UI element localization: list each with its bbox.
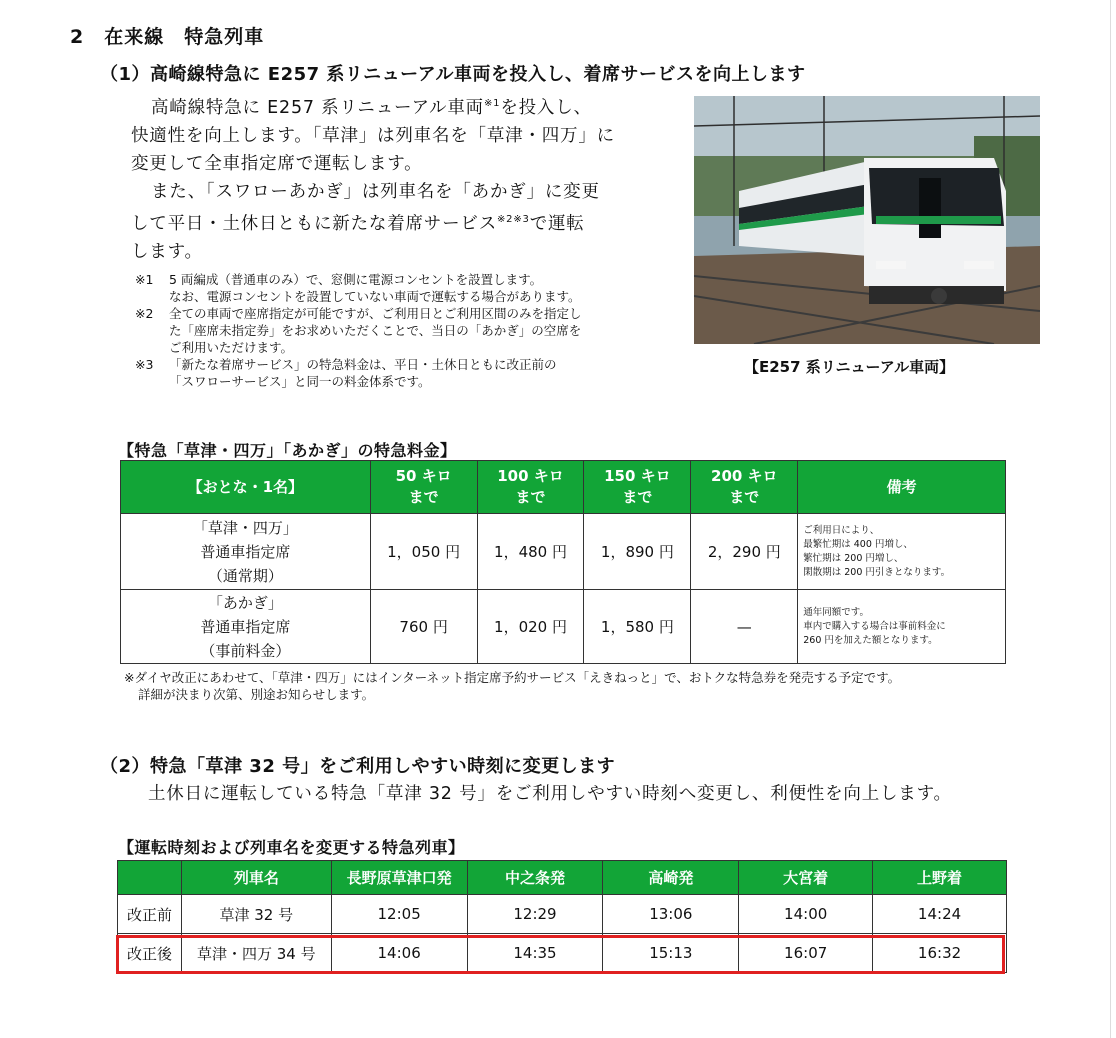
header-remarks: 備考	[798, 461, 1006, 514]
time-cell: 16:32	[873, 934, 1007, 973]
table-row	[121, 590, 1006, 664]
remarks-cell: ご利用日により、 最繁忙期は 400 円増し、 繁忙期は 200 円増し、 閑散期は 200 円引きとなります。	[798, 514, 1006, 590]
subsection-1-title: （1）高崎線特急に E257 系リニューアル車両を投入し、着席サービスを向上します	[100, 64, 806, 85]
header-takasaki: 高崎発	[603, 861, 739, 895]
header-200km: 200 キロ まで	[691, 461, 798, 514]
fare-cell: 760 円	[370, 590, 477, 664]
train-photo	[694, 96, 1040, 344]
header-100km: 100 キロ まで	[477, 461, 584, 514]
table-row	[121, 514, 1006, 590]
table-row	[118, 934, 1007, 973]
photo-caption: 【E257 系リニューアル車両】	[744, 358, 955, 376]
time-cell: 14:35	[467, 934, 603, 973]
time-cell: 12:29	[467, 895, 603, 934]
header-50km: 50 キロ まで	[370, 461, 477, 514]
remarks-cell: 通年同額です。 車内で購入する場合は事前料金に 260 円を加えた額となります。	[798, 590, 1006, 664]
fare-cell: 1，890 円	[584, 514, 691, 590]
fare-cell: 1，480 円	[477, 514, 584, 590]
time-cell: 14:06	[331, 934, 467, 973]
fare-cell: 1，020 円	[477, 590, 584, 664]
header-150km: 150 キロ まで	[584, 461, 691, 514]
note-2: ※2 全ての車両で座席指定が可能ですが、ご利用日とご利用区間のみを指定し	[135, 306, 582, 321]
subsection-2-body: 土休日に運転している特急「草津 32 号」をご利用しやすい時刻へ変更し、利便性を向上します。	[148, 784, 952, 804]
header-train-name: 列車名	[181, 861, 331, 895]
fare-table-title: 【特急「草津・四万」「あかぎ」の特急料金】	[118, 441, 457, 460]
fare-table-header-row	[121, 461, 1006, 514]
table-row	[118, 895, 1007, 934]
header-omiya: 大宮着	[739, 861, 873, 895]
schedule-header-row	[118, 861, 1007, 895]
schedule-table-title: 【運転時刻および列車名を変更する特急列車】	[118, 838, 465, 857]
time-cell: 12:05	[331, 895, 467, 934]
time-cell: 13:06	[603, 895, 739, 934]
header-ueno: 上野着	[873, 861, 1007, 895]
subsection-2-title: （2）特急「草津 32 号」をご利用しやすい時刻に変更します	[100, 756, 616, 777]
fare-cell: 1，580 円	[584, 590, 691, 664]
header-category: 【おとな・1名】	[121, 461, 371, 514]
header-naganohara: 長野原草津口発	[331, 861, 467, 895]
subsection-1-body: 高崎線特急に E257 系リニューアル車両$^{※1}$を投入し、 快適性を向上します。「草津」は列車名を「草津・四万」に 変更して全車指定席で運転します。 また、「スワローあかぎ」は列車名を「あかぎ」に変更 して平日・土休日ともに新たな着席サービス$^{※2※3}$で運転 します。	[131, 97, 615, 262]
fare-footnote: ※ダイヤ改正にあわせて、「草津・四万」にはインターネット指定席予約サービス「えきねっと」で、おトクな特急券を発売する予定です。 詳細が決まり次第、別途お知らせします。	[124, 670, 901, 702]
row-name: 「草津・四万」 普通車指定席 （通常期）	[121, 514, 371, 590]
note-3: ※3 「新たな着席サービス」の特急料金は、平日・土休日ともに改正前の	[135, 357, 557, 372]
header-nakanojo: 中之条発	[467, 861, 603, 895]
train-name-cell: 草津・四万 34 号	[181, 934, 331, 973]
fare-cell: —	[691, 590, 798, 664]
row-name: 「あかぎ」 普通車指定席 （事前料金）	[121, 590, 371, 664]
time-cell: 16:07	[739, 934, 873, 973]
note-1: ※1 5 両編成（普通車のみ）で、窓側に電源コンセントを設置します。	[135, 272, 543, 287]
fare-table	[120, 460, 1006, 664]
time-cell: 14:24	[873, 895, 1007, 934]
subsection-1-notes: ※1 5 両編成（普通車のみ）で、窓側に電源コンセントを設置します。 なお、電源コンセントを設置していない車両で運転する場合があります。 ※2 全ての車両で座席指定が可能ですが、ご利用日とご利用区間のみを指定し た「座席未指定券」をお求めいただくことで、当日の「あかぎ」の空席を ご利用いただけます。 ※3 「新たな着席サービス」の特急料金は、平日・土休日ともに改正前の 「スワローサービス」と同一の料金体系です。	[135, 271, 695, 390]
row-label: 改正後	[118, 934, 182, 973]
time-cell: 14:00	[739, 895, 873, 934]
section-title: 2 在来線 特急列車	[70, 26, 265, 48]
row-label: 改正前	[118, 895, 182, 934]
schedule-table	[117, 860, 1007, 973]
header-blank	[118, 861, 182, 895]
page-edge	[1110, 0, 1111, 1038]
time-cell: 15:13	[603, 934, 739, 973]
fare-cell: 1，050 円	[370, 514, 477, 590]
train-name-cell: 草津 32 号	[181, 895, 331, 934]
fare-cell: 2，290 円	[691, 514, 798, 590]
